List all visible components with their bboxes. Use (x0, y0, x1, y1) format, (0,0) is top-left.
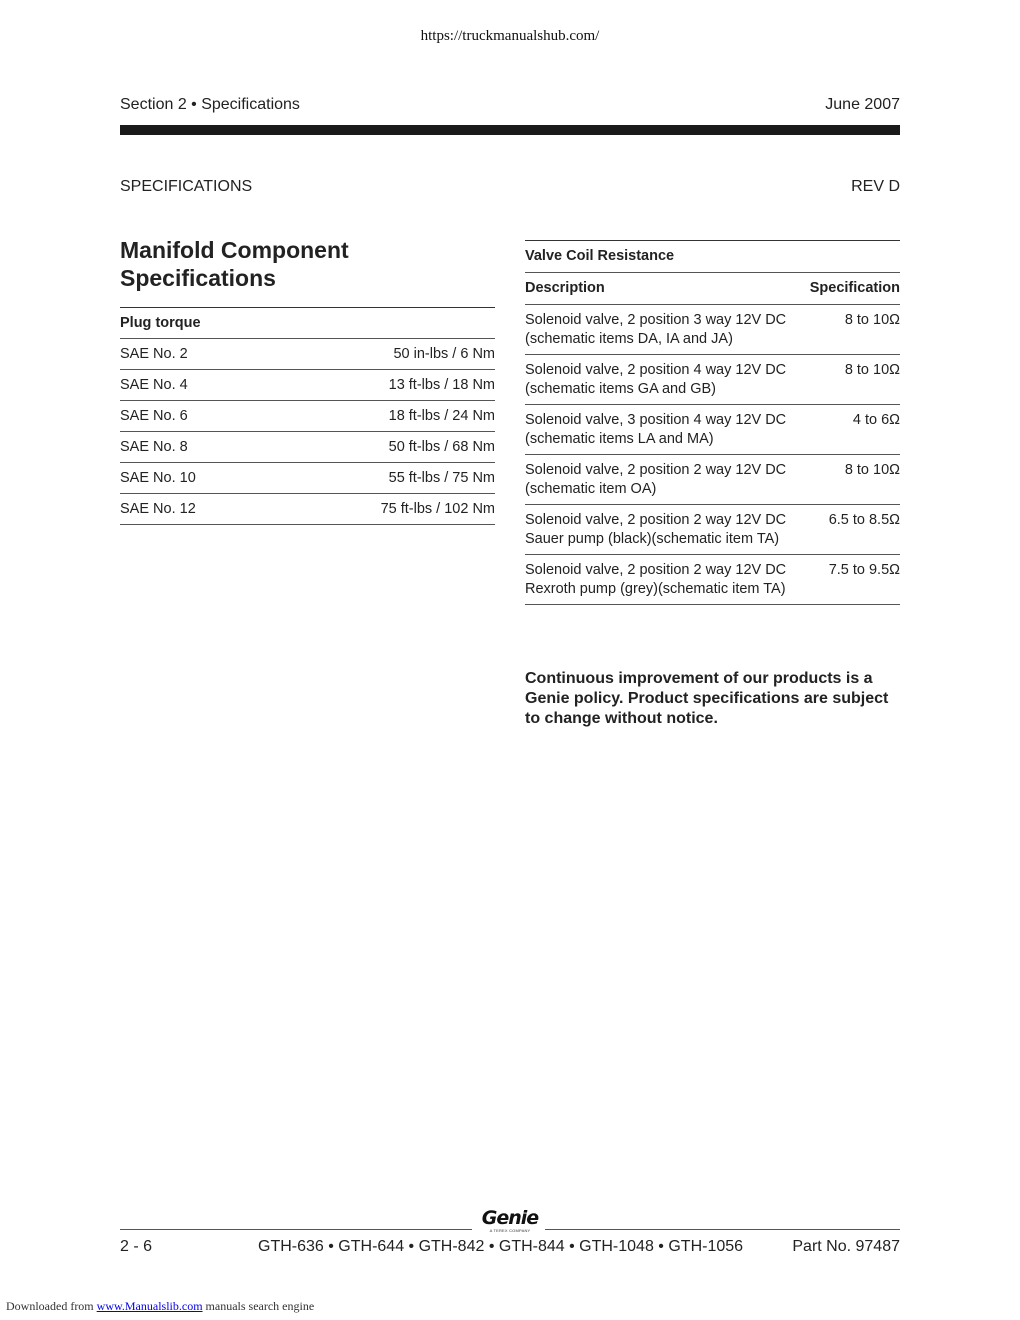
coil-description-line1: Solenoid valve, 2 position 4 way 12V DC (525, 362, 787, 378)
footer-rule-right (545, 1229, 900, 1230)
table-row (525, 305, 900, 355)
table-row (525, 505, 900, 555)
subheader-label: SPECIFICATIONS (120, 178, 253, 195)
header-date: June 2007 (825, 96, 900, 113)
download-notice (6, 1299, 314, 1314)
coil-description-line1: Solenoid valve, 3 position 4 way 12V DC (525, 412, 787, 428)
manualslib-link[interactable]: www.Manualslib.com (96, 1299, 203, 1313)
coil-spec: 4 to 6Ω (852, 412, 900, 428)
logo-tagline: A TEREX COMPANY (489, 1228, 531, 1233)
table-row (120, 370, 495, 401)
coil-description-line1: Solenoid valve, 2 position 3 way 12V DC (525, 312, 787, 328)
plug-value: 18 ft-lbs / 24 Nm (388, 408, 495, 424)
coil-description-line2: (schematic items GA and GB) (525, 381, 716, 397)
plug-value: 50 ft-lbs / 68 Nm (388, 439, 495, 455)
table-row (525, 455, 900, 505)
coil-description-line2: (schematic item OA) (525, 481, 657, 497)
table-row (120, 339, 495, 370)
valve-coil-heading: Valve Coil Resistance (525, 248, 675, 264)
coil-spec: 7.5 to 9.5Ω (828, 562, 900, 578)
page-title: Manifold Component Specifications (120, 237, 349, 291)
coil-description (525, 305, 804, 355)
coil-description (525, 355, 804, 405)
plug-item: SAE No. 10 (120, 470, 196, 486)
column-specification: Specification (809, 280, 900, 296)
plug-item: SAE No. 8 (120, 439, 188, 455)
part-number: Part No. 97487 (792, 1238, 900, 1255)
header-rule (120, 125, 900, 135)
revision-label: REV D (851, 178, 900, 195)
plug-item: SAE No. 12 (120, 501, 196, 517)
coil-description-line1: Solenoid valve, 2 position 2 way 12V DC (525, 562, 787, 578)
plug-value: 50 in-lbs / 6 Nm (393, 346, 495, 362)
table-header-row (120, 308, 495, 339)
plug-value: 75 ft-lbs / 102 Nm (380, 501, 495, 517)
coil-spec: 8 to 10Ω (844, 462, 900, 478)
coil-spec: 8 to 10Ω (844, 362, 900, 378)
source-url: https://truckmanualshub.com/ (420, 28, 600, 44)
download-prefix: Downloaded from (6, 1299, 97, 1313)
coil-description (525, 555, 804, 605)
column-description: Description (525, 280, 605, 296)
table-row (525, 555, 900, 605)
footer-rule-left (120, 1229, 472, 1230)
coil-description (525, 405, 804, 455)
table-row (120, 432, 495, 463)
valve-coil-table (525, 240, 900, 605)
plug-torque-heading: Plug torque (120, 315, 201, 331)
table-column-headers (525, 273, 900, 305)
section-label: Section 2 • Specifications (120, 96, 300, 113)
coil-description-line2: (schematic items LA and MA) (525, 431, 714, 447)
download-suffix: manuals search engine (202, 1299, 315, 1313)
plug-item: SAE No. 6 (120, 408, 188, 424)
logo-wordmark: Genie (481, 1207, 539, 1229)
table-row (120, 401, 495, 432)
coil-description-line2: Rexroth pump (grey)(schematic item TA) (525, 581, 786, 597)
plug-value: 55 ft-lbs / 75 Nm (388, 470, 495, 486)
plug-item: SAE No. 4 (120, 377, 188, 393)
page-number: 2 - 6 (120, 1238, 153, 1255)
table-row (120, 494, 495, 525)
table-row (525, 405, 900, 455)
coil-description-line2: (schematic items DA, IA and JA) (525, 331, 733, 347)
table-row (120, 463, 495, 494)
coil-description-line2: Sauer pump (black)(schematic item TA) (525, 531, 780, 547)
plug-item: SAE No. 2 (120, 346, 188, 362)
plug-value: 13 ft-lbs / 18 Nm (388, 377, 495, 393)
coil-description-line1: Solenoid valve, 2 position 2 way 12V DC (525, 462, 787, 478)
coil-description-line1: Solenoid valve, 2 position 2 way 12V DC (525, 512, 787, 528)
coil-description (525, 505, 804, 555)
plug-torque-table (120, 307, 495, 525)
coil-description (525, 455, 804, 505)
coil-spec: 8 to 10Ω (844, 312, 900, 328)
table-header-row (525, 241, 900, 273)
genie-logo (478, 1208, 542, 1238)
model-list: GTH-636 • GTH-644 • GTH-842 • GTH-844 • GTH-1048 • GTH-1056 (258, 1238, 744, 1255)
table-row (525, 355, 900, 405)
coil-spec: 6.5 to 8.5Ω (828, 512, 900, 528)
policy-notice: Continuous improvement of our products is a Genie policy. Product specifications are subject to change without notice. (525, 670, 889, 727)
